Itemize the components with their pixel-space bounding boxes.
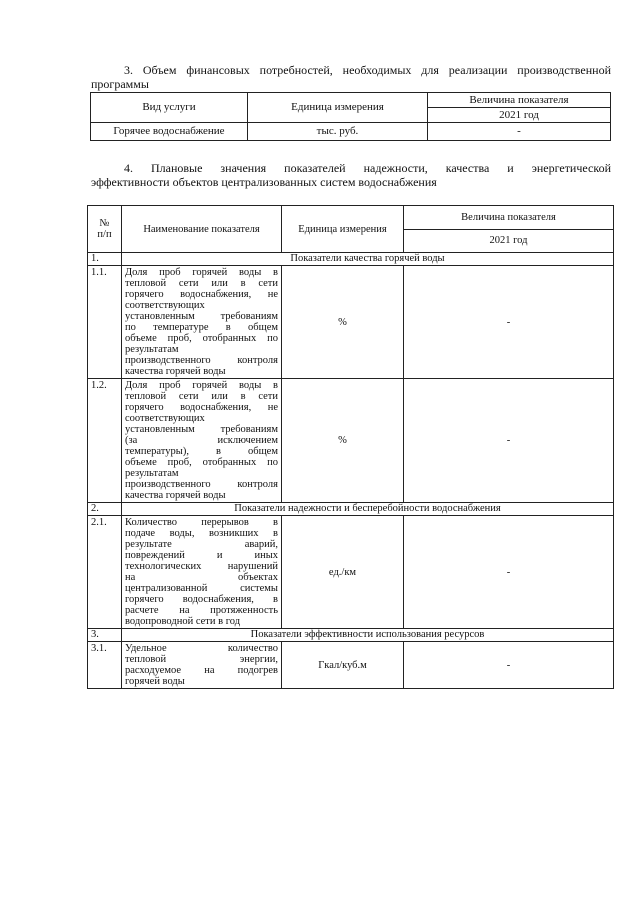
row-number: 2.1. xyxy=(88,516,122,629)
indicator-name-line: тепловой сети или в сети xyxy=(125,391,278,402)
table-row xyxy=(88,642,614,689)
header-year: 2021 год xyxy=(404,229,614,253)
indicator-name-line: тепловой сети или в сети xyxy=(125,278,278,289)
indicator-name-line: производственного контроля xyxy=(125,479,278,490)
indicator-unit: ед./км xyxy=(282,516,404,629)
indicator-name-line: результатам xyxy=(125,344,179,355)
indicator-value: - xyxy=(404,379,614,503)
heading-line: 4. Плановые значения показателей надежности, качества и энергетической xyxy=(124,161,611,175)
indicator-name-line: расходуемое на подогрев xyxy=(125,665,278,676)
header-unit: Единица измерения xyxy=(282,206,404,253)
section-row xyxy=(88,629,614,642)
section-row xyxy=(88,503,614,516)
indicator-value: - xyxy=(404,516,614,629)
section-3-heading xyxy=(91,63,611,91)
financial-needs-table xyxy=(90,92,611,141)
indicator-name xyxy=(122,516,282,629)
header-number-abbr: п/п xyxy=(97,229,112,240)
indicator-name xyxy=(122,642,282,689)
section-4-heading xyxy=(91,161,611,189)
cell-unit: тыс. руб. xyxy=(248,123,428,141)
indicator-name-line: Доля проб горячей воды в xyxy=(125,380,278,391)
header-number xyxy=(88,206,122,253)
indicator-name xyxy=(122,266,282,379)
indicator-name-line: тепловой энергии, xyxy=(125,654,278,665)
cell-service: Горячее водоснабжение xyxy=(91,123,248,141)
indicator-name-line: Количество перерывов в xyxy=(125,517,278,528)
table-row xyxy=(88,516,614,629)
row-number: 1.1. xyxy=(88,266,122,379)
heading-line: 3. Объем финансовых потребностей, необходимых для реализации производственной xyxy=(124,63,611,77)
row-number: 1.2. xyxy=(88,379,122,503)
indicator-name-line: соответствующих xyxy=(125,413,205,424)
indicator-name-line: горячего водоснабжения, не xyxy=(125,402,278,413)
table-row xyxy=(88,266,614,379)
indicator-name-line: объеме проб, отобранных по xyxy=(125,457,278,468)
indicator-name-line: установленным требованиям xyxy=(125,424,278,435)
section-number: 2. xyxy=(88,503,122,516)
indicator-unit: % xyxy=(282,266,404,379)
indicator-name-line: технологических нарушений xyxy=(125,561,278,572)
indicator-name-line: (за исключением xyxy=(125,435,278,446)
indicator-name-line: горячей воды xyxy=(125,676,185,687)
indicator-name-line: качества горячей воды xyxy=(125,490,226,501)
section-title: Показатели надежности и бесперебойности водоснабжения xyxy=(122,503,614,516)
indicator-name-line: результатам xyxy=(125,468,179,479)
indicator-name-line: производственного контроля xyxy=(125,355,278,366)
indicator-name-line: подаче воды, возникших в xyxy=(125,528,278,539)
header-indicator-name: Наименование показателя xyxy=(122,206,282,253)
indicator-unit: Гкал/куб.м xyxy=(282,642,404,689)
indicator-name-line: соответствующих xyxy=(125,300,205,311)
row-number: 3.1. xyxy=(88,642,122,689)
cell-value: - xyxy=(428,123,611,141)
indicator-name-line: горячего водоснабжения, не xyxy=(125,289,278,300)
table-row xyxy=(88,379,614,503)
indicator-name-line: объеме проб, отобранных по xyxy=(125,333,278,344)
section-title: Показатели эффективности использования ресурсов xyxy=(122,629,614,642)
indicator-name-line: качества горячей воды xyxy=(125,366,226,377)
indicators-table xyxy=(87,205,614,689)
indicators-body xyxy=(88,253,614,689)
section-number: 1. xyxy=(88,253,122,266)
indicator-name-line: Удельное количество xyxy=(125,643,278,654)
header-value: Величина показателя xyxy=(404,206,614,230)
indicator-name-line: установленным требованиям xyxy=(125,311,278,322)
section-row xyxy=(88,253,614,266)
indicator-name-line: на объектах xyxy=(125,572,278,583)
header-value: Величина показателя xyxy=(428,93,611,108)
indicator-value: - xyxy=(404,642,614,689)
header-unit: Единица измерения xyxy=(248,93,428,123)
indicator-name xyxy=(122,379,282,503)
indicator-name-line: расчете на протяженность xyxy=(125,605,278,616)
header-year: 2021 год xyxy=(428,108,611,123)
indicator-name-line: водопроводной сети в год xyxy=(125,616,241,627)
indicator-name-line: горячего водоснабжения, в xyxy=(125,594,278,605)
indicator-name-line: централизованной системы xyxy=(125,583,278,594)
indicator-name-line: температуры), в общем xyxy=(125,446,278,457)
section-number: 3. xyxy=(88,629,122,642)
heading-line: эффективности объектов централизованных систем водоснабжения xyxy=(91,175,437,189)
header-service-type: Вид услуги xyxy=(91,93,248,123)
indicator-unit: % xyxy=(282,379,404,503)
indicator-name-line: повреждений и иных xyxy=(125,550,278,561)
indicator-name-line: результате аварий, xyxy=(125,539,278,550)
section-title: Показатели качества горячей воды xyxy=(122,253,614,266)
indicator-value: - xyxy=(404,266,614,379)
heading-line: программы xyxy=(91,77,149,91)
header-number-sign: № xyxy=(99,218,110,229)
indicator-name-line: Доля проб горячей воды в xyxy=(125,267,278,278)
indicator-name-line: по температуре в общем xyxy=(125,322,278,333)
